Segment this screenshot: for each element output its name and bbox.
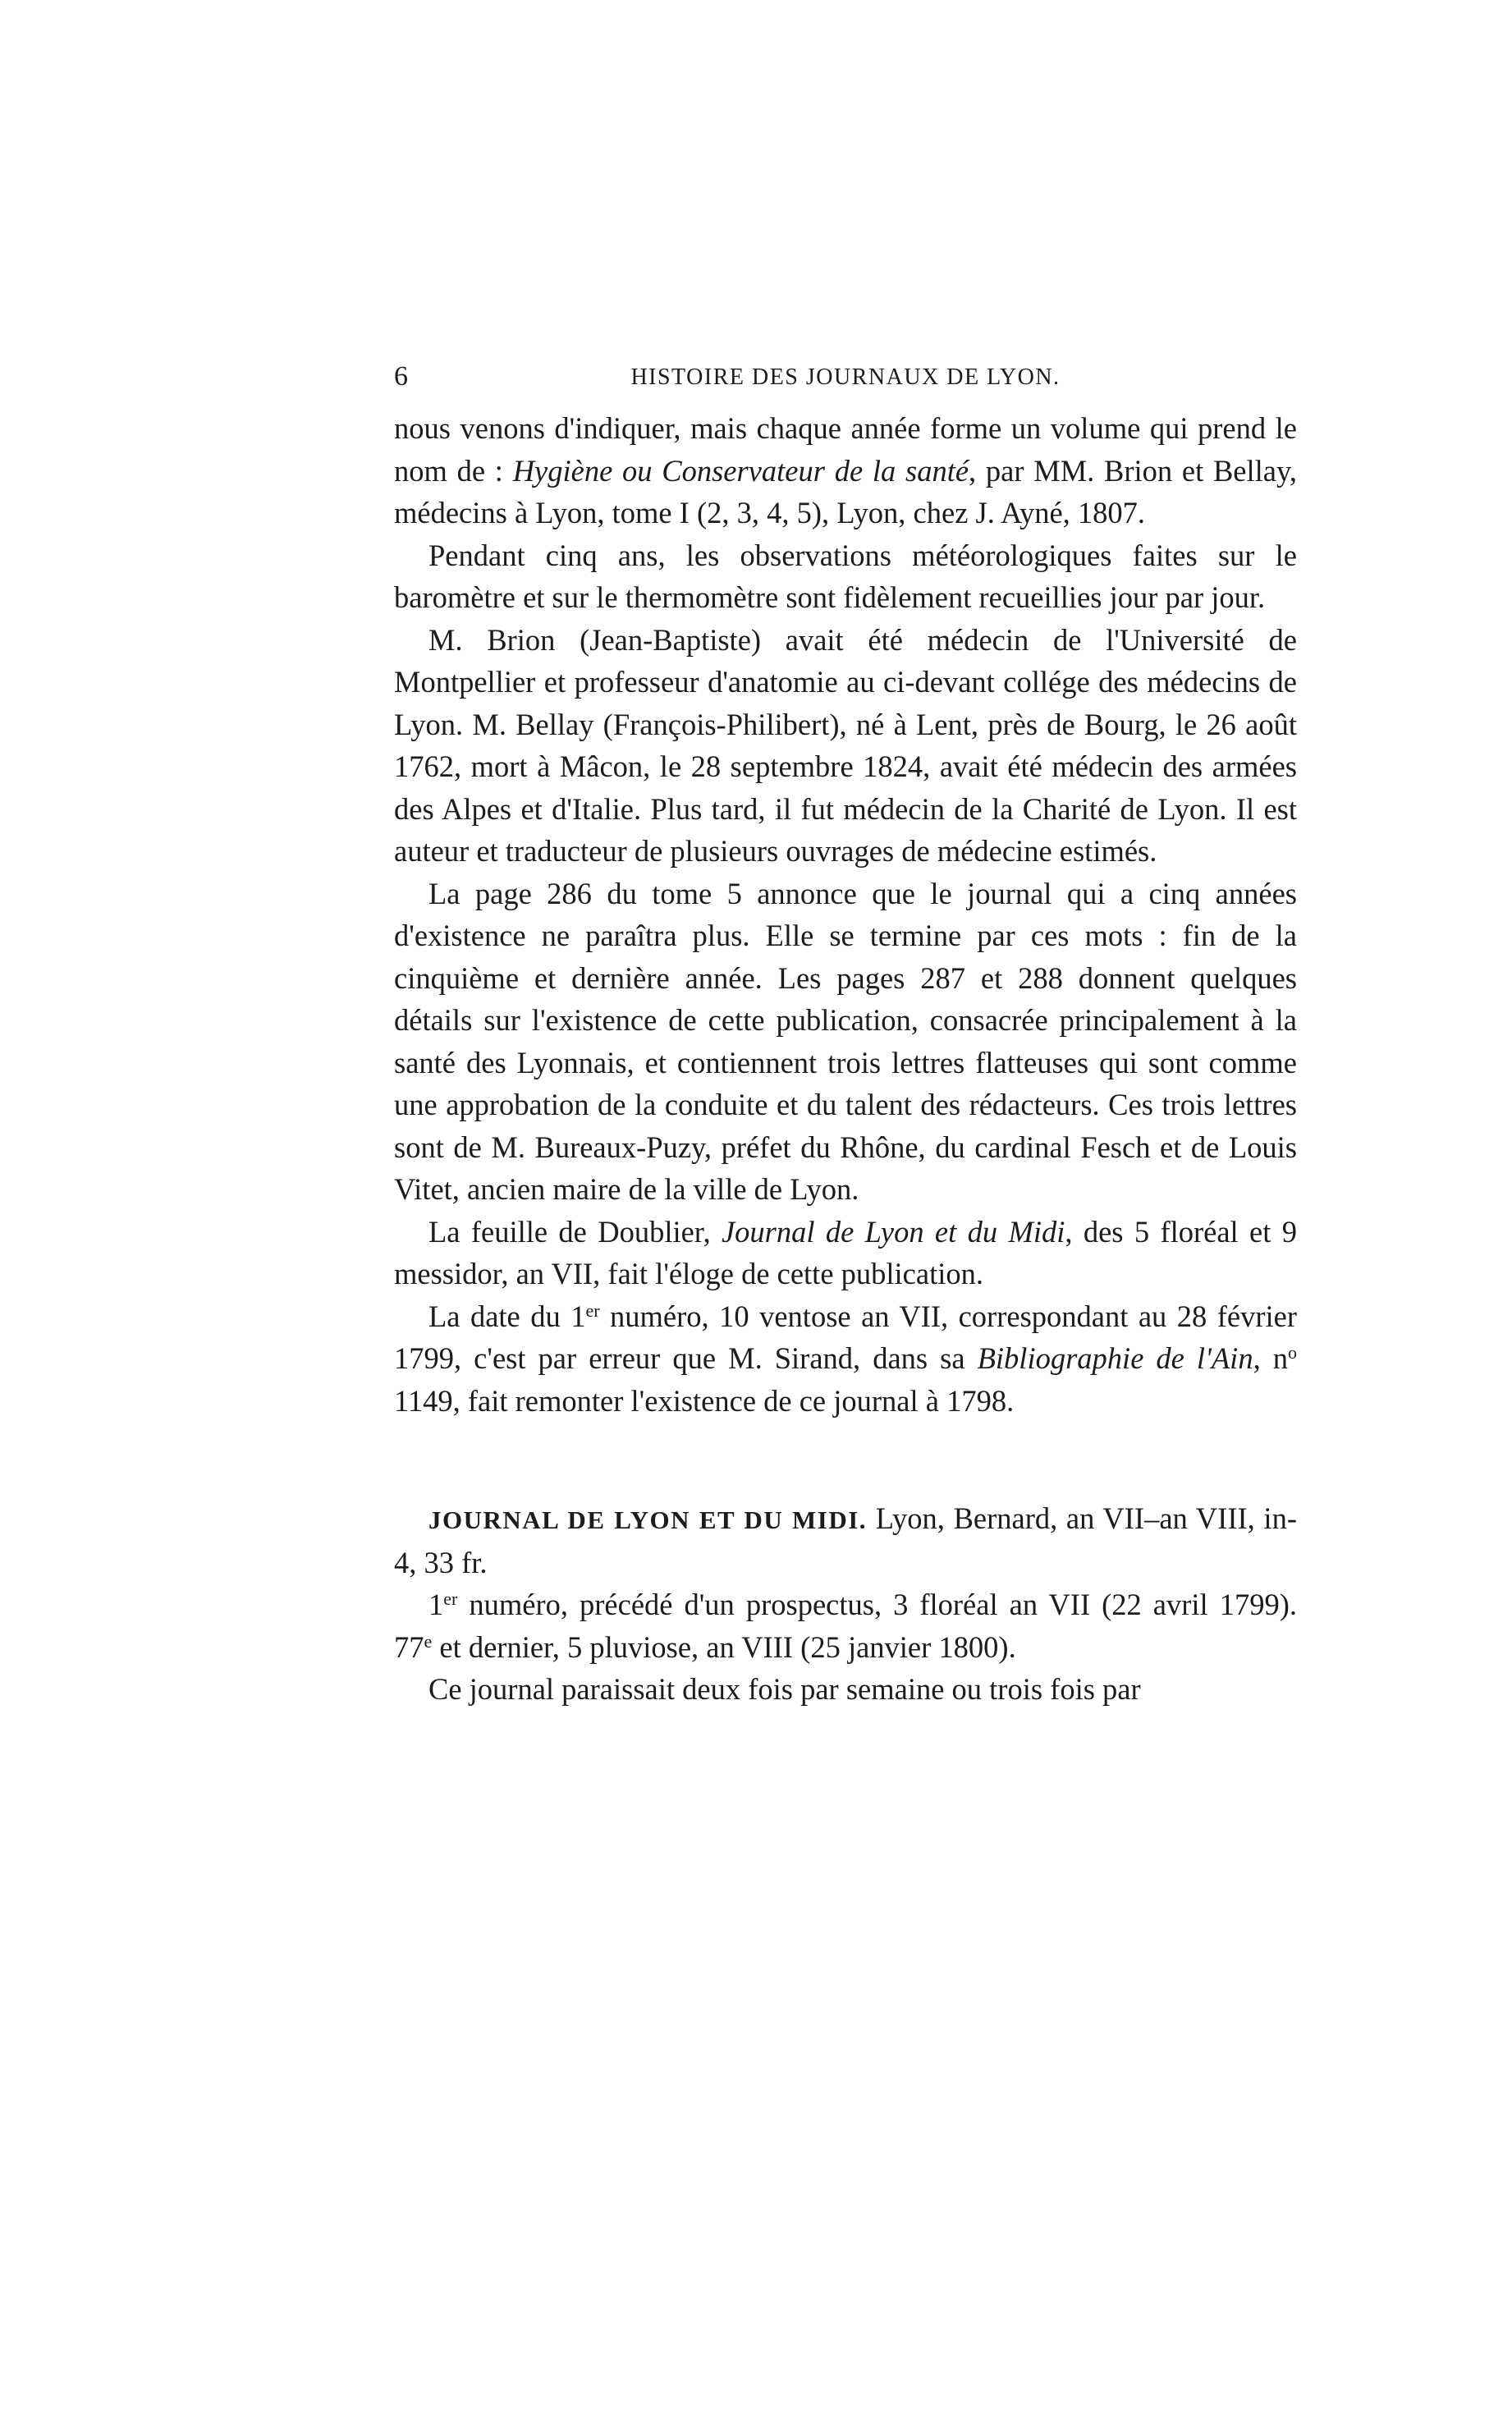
paragraph-text: 1: [428, 1588, 444, 1621]
paragraph-text: numéro, précédé d'un prospectus, 3 floréal an VII (22 avril 1799). 77: [394, 1588, 1297, 1664]
paragraph-doublier: [394, 1211, 1297, 1295]
page-number: 6: [394, 361, 409, 392]
paragraph-observations: Pendant cinq ans, les observations météorologiques faites sur le baromètre et sur le thermomètre sont fidèlement recueillies jour par jour.: [394, 538, 1297, 614]
paragraph-text: , des 5 floréal et 9 messidor, an VII, fait l'éloge de cette publication.: [394, 1214, 1297, 1290]
publication-title: Bibliographie de l'Ain: [977, 1341, 1253, 1375]
paragraph-text: , par MM. Brion et Bellay, médecins à Lyon, tome I (2, 3, 4, 5), Lyon, chez J. Ayné, 1807.: [394, 453, 1297, 529]
paragraph-frequency: Ce journal paraissait deux fois par semaine ou trois fois par: [428, 1672, 1141, 1706]
paragraph-text: numéro, 10 ventose an VII, correspondant au 28 février 1799, c'est par erreur que M. Sirand, dans sa: [394, 1299, 1297, 1375]
paragraph-text: nous venons d'indiquer, mais chaque année forme un volume qui prend le nom de :: [394, 411, 1297, 488]
paragraph-first-issue-date: [394, 1295, 1297, 1423]
entry-heading: JOURNAL DE LYON ET DU MIDI.: [428, 1506, 868, 1534]
paragraph-text: 1149, fait remonter l'existence de ce journal à 1798.: [394, 1383, 1015, 1418]
paragraph-biographies: M. Brion (Jean-Baptiste) avait été médecin de l'Université de Montpellier et professeur d'anatomie au ci-devant collége des médecins de Lyon. M. Bellay (François-Philibert), né à Lent, près de Bourg, le 26 août 1762, mort à Mâcon, le 28 septembre 1824, avait été médecin des armées des Alpes et d'Italie. Plus tard, il fut médecin de la Charité de Lyon. Il est auteur et traducteur de plusieurs ouvrages de médecine estimés.: [394, 622, 1297, 868]
paragraph-continuation: [394, 407, 1297, 534]
paragraph-text: La feuille de Doublier,: [428, 1214, 722, 1249]
paragraph-text: , n: [1253, 1341, 1289, 1375]
superscript: er: [585, 1299, 600, 1321]
section-gap: [394, 1422, 1297, 1497]
entry-text: Lyon, Bernard, an VII–an VIII, in-4, 33 fr.: [394, 1501, 1297, 1579]
running-head: [394, 361, 1297, 407]
paragraph-text: La date du 1: [428, 1299, 586, 1333]
book-page: [394, 361, 1297, 1711]
superscript: er: [443, 1588, 458, 1609]
publication-title: Hygiène ou Conservateur de la santé: [512, 453, 969, 488]
paragraph-final-volume: La page 286 du tome 5 annonce que le journal qui a cinq années d'existence ne paraîtra plus. Elle se termine par ces mots : fin de la cinquième et dernière année. Les pages 287 et 288 donnent quelques détails sur l'existence de cette publication, consacrée principalement à la santé des Lyonnais, et contiennent trois lettres flatteuses qui sont comme une approbation de la conduite et du talent des rédacteurs. Ces trois lettres sont de M. Bureaux-Puzy, préfet du Rhône, du cardinal Fesch et de Louis Vitet, ancien maire de la ville de Lyon.: [394, 876, 1297, 1206]
paragraph-issue-range: [394, 1583, 1297, 1668]
running-title: HISTOIRE DES JOURNAUX DE LYON.: [630, 364, 1061, 390]
superscript: e: [424, 1630, 433, 1652]
superscript: o: [1288, 1342, 1298, 1363]
paragraph-text: et dernier, 5 pluviose, an VIII (25 janvier 1800).: [432, 1629, 1016, 1664]
publication-title: Journal de Lyon et du Midi: [721, 1214, 1065, 1249]
entry-paragraph: [394, 1497, 1297, 1583]
